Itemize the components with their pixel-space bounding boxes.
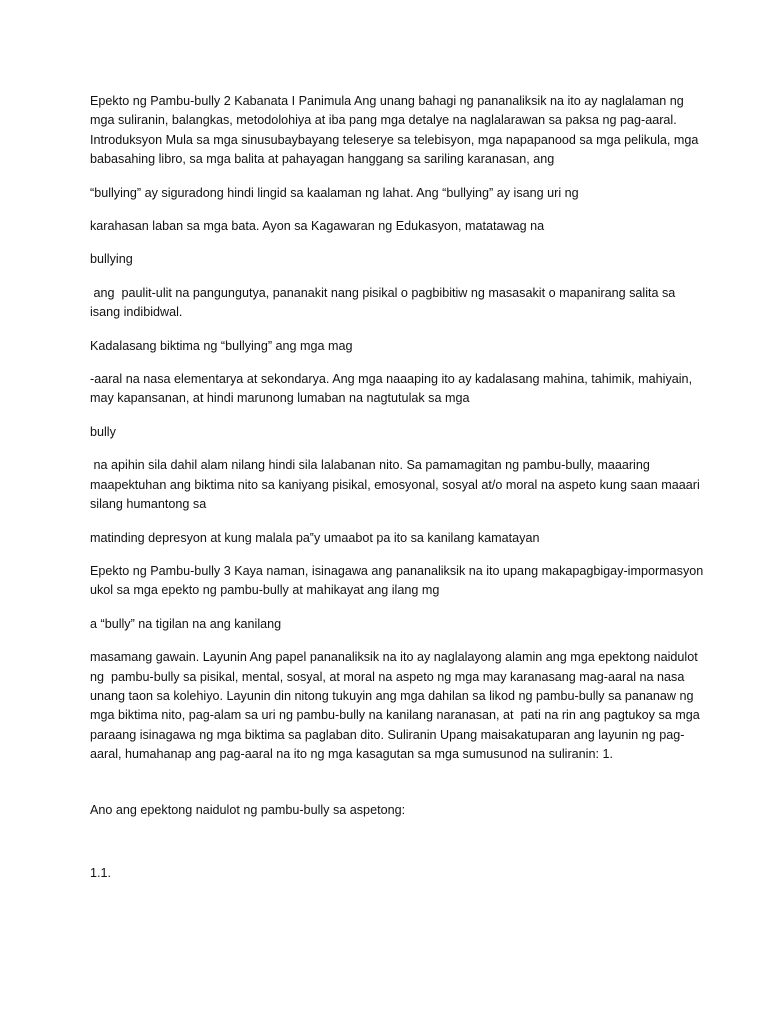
- paragraph-intro: Epekto ng Pambu-bully 2 Kabanata I Panimula Ang unang bahagi ng pananaliksik na ito ay naglalaman ng mga suliranin, balangkas, metodolohiya at iba pang mga detalye na naglalarawan sa paksa ng pag-aaral. Introduksyon Mula sa mga sinusubaybayang teleserye sa telebisyon, mga napapanood sa mga pelikula, mga babasahing libro, sa mga balita at pahayagan hanggang sa sariling karanasan, ang: [90, 94, 702, 167]
- paragraph-bully-term: bully: [90, 424, 116, 439]
- paragraph-victims-1: Kadalasang biktima ng “bullying” ang mga mag: [90, 338, 353, 353]
- paragraph-bullying-definition-1: “bullying” ay siguradong hindi lingid sa kaalaman ng lahat. Ang “bullying” ay isang uri ng: [90, 185, 579, 200]
- paragraph-purpose: Epekto ng Pambu-bully 3 Kaya naman, isinagawa ang pananaliksik na ito upang makapagbigay-impormasyon ukol sa mga epekto ng pambu-bully at mahikayat ang ilang mg: [90, 563, 707, 598]
- paragraph-effects: na apihin sila dahil alam nilang hindi sila lalabanan nito. Sa pamamagitan ng pambu-bully, maaaring maapektuhan ang biktima nito sa kaniyang pisikal, emosyonal, sosyal at/o moral na aspeto kung saan maaari silang humantong sa: [90, 458, 704, 512]
- paragraph-bullying-term: bullying: [90, 252, 133, 267]
- paragraph-bullying-definition-2: karahasan laban sa mga bata. Ayon sa Kagawaran ng Edukasyon, matatawag na: [90, 219, 545, 234]
- paragraph-depression: matinding depresyon at kung malala pa‟y umaabot pa ito sa kanilang kamatayan: [90, 530, 540, 545]
- paragraph-victims-2: -aaral na nasa elementarya at sekondarya. Ang mga naaaping ito ay kadalasang mahina, tahimik, mahiyain, may kapansanan, at hindi marunong lumaban na nagtutulak sa mga: [90, 372, 696, 406]
- paragraph-objectives: masamang gawain. Layunin Ang papel pananaliksik na ito ay naglalayong alamin ang mga epektong naidulot ng pambu-bully sa pisikal, mental, sosyal, at moral na aspeto ng mga may karanasang mag-aaral na nasa unang taon sa kolehiyo. Layunin din nitong tukuyin ang mga dahilan sa likod ng pambu-bully sa pananaw ng mga biktima nito, pag-alam sa uri ng pambu-bully na kanilang naranasan, at pati na rin ang pagtukoy sa mga paraang isinagawa ng mga biktima sa paglaban dito. Suliranin Upang maisakatuparan ang layunin ng pag-aaral, humahanap ang pag-aaral na ito ng mga kasagutan sa mga sumusunod na suliranin: 1.: [90, 650, 704, 762]
- paragraph-bullying-meaning: ang paulit-ulit na pangungutya, pananakit nang pisikal o pagbibitiw ng masasakit o mapanirang salita sa isang indibidwal.: [90, 285, 679, 320]
- paragraph-purpose-cont: a “bully” na tigilan na ang kanilang: [90, 616, 282, 631]
- paragraph-question: Ano ang epektong naidulot ng pambu-bully sa aspetong:: [90, 802, 406, 817]
- paragraph-item-number: 1.1.: [90, 865, 112, 880]
